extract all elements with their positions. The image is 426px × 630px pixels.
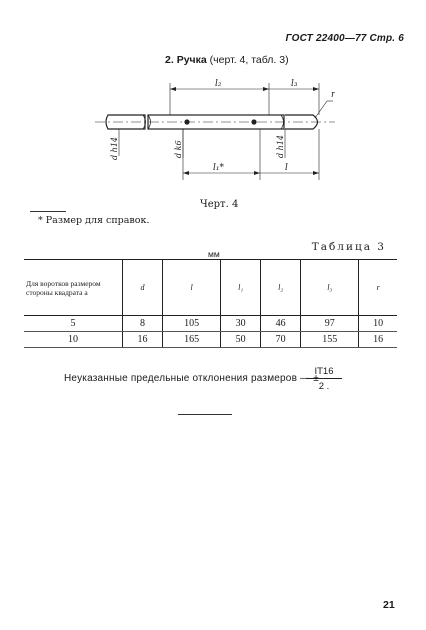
table-cell: 50 bbox=[221, 332, 261, 348]
table-cell: 165 bbox=[162, 332, 220, 348]
tolerance-fraction bbox=[306, 366, 342, 392]
dim-label-d-h14-left: d h14 bbox=[110, 137, 119, 160]
header-cell-l1: l₁ bbox=[221, 260, 261, 316]
standard-header: ГОСТ 22400—77 Стр. 6 bbox=[285, 33, 404, 44]
header-cell-r: r bbox=[359, 260, 397, 316]
header-cell-l3: l₃ bbox=[301, 260, 359, 316]
dim-label-l1: l₁* bbox=[213, 163, 224, 173]
header-cell-l: l bbox=[162, 260, 220, 316]
footnote-text: * Размер для справок. bbox=[38, 215, 150, 226]
dim-label-l2: l₂ bbox=[215, 79, 222, 89]
dim-label-d-k6: d k6 bbox=[174, 140, 183, 158]
handle-drawing bbox=[95, 78, 335, 186]
table-cell: 155 bbox=[301, 332, 359, 348]
footnote-rule bbox=[30, 211, 66, 212]
dim-arrow-l3 bbox=[313, 87, 319, 91]
fraction-numerator: IT16 bbox=[306, 366, 342, 379]
end-rule bbox=[178, 414, 232, 415]
table-cell: 97 bbox=[301, 316, 359, 332]
dim-label-d-h14-right: d h14 bbox=[276, 135, 285, 158]
dimensions-table bbox=[24, 259, 397, 348]
header-cell-d: d bbox=[123, 260, 163, 316]
table-units: мм bbox=[208, 249, 220, 259]
table-row bbox=[24, 332, 397, 348]
table-cell: 10 bbox=[24, 332, 123, 348]
tolerance-note: Неуказанные предельные отклонения размеров — ± bbox=[64, 373, 319, 384]
section-number: 2. bbox=[165, 54, 174, 66]
table-cell: 8 bbox=[123, 316, 163, 332]
table-cell: 46 bbox=[261, 316, 301, 332]
table-title: Таблица 3 bbox=[311, 241, 386, 253]
table-cell: 70 bbox=[261, 332, 301, 348]
table-cell: 5 bbox=[24, 316, 123, 332]
header-cell-l2: l₂ bbox=[261, 260, 301, 316]
table-header-row bbox=[24, 260, 397, 316]
section-title bbox=[165, 54, 289, 66]
fraction-denominator: 2 . bbox=[318, 381, 330, 392]
dim-arrow-l bbox=[313, 171, 319, 175]
dim-label-l3: l₃ bbox=[291, 79, 298, 89]
table-cell: 105 bbox=[162, 316, 220, 332]
table-cell: 16 bbox=[359, 332, 397, 348]
table-cell: 30 bbox=[221, 316, 261, 332]
dim-label-l: l bbox=[285, 163, 288, 173]
section-name: Ручка bbox=[176, 54, 207, 66]
hole-mark-left bbox=[184, 119, 189, 124]
section-reference: (черт. 4, табл. 3) bbox=[209, 54, 289, 66]
table-cell: 10 bbox=[359, 316, 397, 332]
header-cell-square-size: Для воротков размером стороны квадрата a bbox=[24, 260, 123, 316]
hole-mark-right bbox=[251, 119, 256, 124]
radius-leader bbox=[315, 101, 327, 118]
dim-label-r: r bbox=[331, 90, 335, 100]
table-row bbox=[24, 316, 397, 332]
table-cell: 16 bbox=[123, 332, 163, 348]
figure-caption: Черт. 4 bbox=[200, 199, 239, 210]
page-number: 21 bbox=[383, 599, 395, 611]
